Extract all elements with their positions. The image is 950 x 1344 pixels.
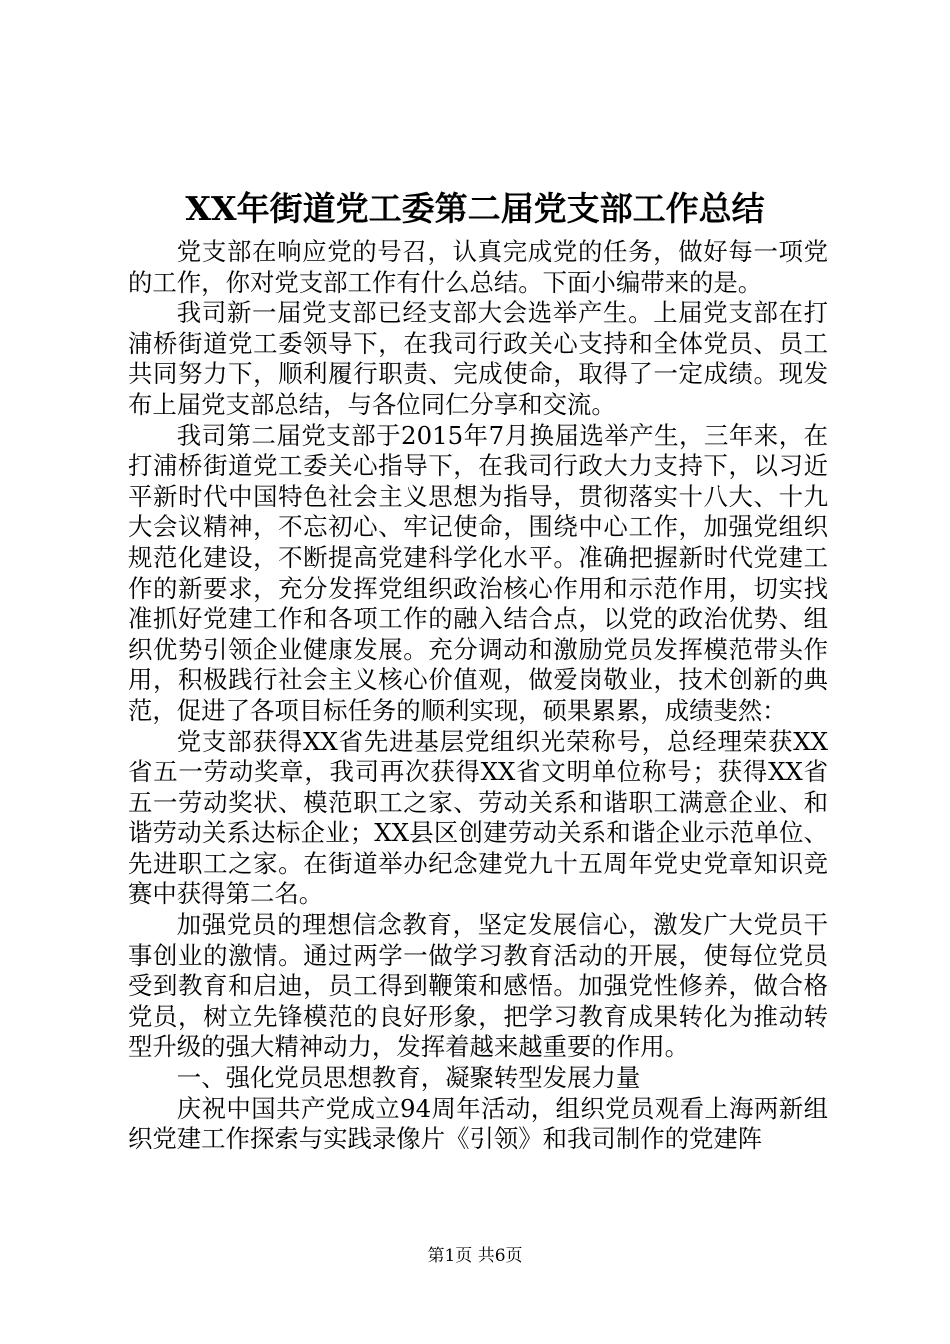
paragraph: 我司第二届党支部于2015年7月换届选举产生，三年来，在打浦桥街道党工委关心指导下，在我司行政大力支持下，以习近平新时代中国特色社会主义思想为指导，贯彻落实十八大、十九大会议精神，不忘初心、牢记使命，围绕中心工作，加强党组织规范化建设，不断提高党建科学化水平。准确把握新时代党建工作的新要求，充分发挥党组织政治核心作用和示范作用，切实找准抓好党建工作和各项工作的融入结合点，以党的政治优势、组织优势引领企业健康发展。充分调动和激励党员发挥模范带头作用，积极践行社会主义核心价值观，做爱岗敬业，技术创新的典范，促进了各项目标任务的顺利实现，硕果累累，成绩斐然： [128,420,828,725]
document-body [128,237,828,1155]
page-number-footer: 第1页 共6页 [427,1246,523,1266]
paragraph: 党支部在响应党的号召，认真完成党的任务，做好每一项党的工作，你对党支部工作有什么总结。下面小编带来的是。 [128,237,828,297]
paragraph: 加强党员的理想信念教育，坚定发展信心，激发广大党员干事创业的激情。通过两学一做学习教育活动的开展，使每位党员受到教育和启迪，员工得到鞭策和感悟。加强党性修养，做合格党员，树立先锋模范的良好形象，把学习教育成果转化为推动转型升级的强大精神动力，发挥着越来越重要的作用。 [128,910,828,1062]
paragraph: 庆祝中国共产党成立94周年活动，组织党员观看上海两新组织党建工作探索与实践录像片《引领》和我司制作的党建阵 [128,1093,828,1154]
paragraph: 党支部获得XX省先进基层党组织光荣称号，总经理荣获XX省五一劳动奖章，我司再次获得XX省文明单位称号；获得XX省五一劳动奖状、模范职工之家、劳动关系和谐职工满意企业、和谐劳动关系达标企业；XX县区创建劳动关系和谐企业示范单位、先进职工之家。在街道举办纪念建党九十五周年党史党章知识竞赛中获得第二名。 [128,726,828,909]
document-title: XX年街道党工委第二届党支部工作总结 [185,189,765,228]
section-heading: 一、强化党员思想教育，凝聚转型发展力量 [176,1063,641,1093]
paragraph: 我司新一届党支部已经支部大会选举产生。上届党支部在打浦桥街道党工委领导下，在我司行政关心支持和全体党员、员工共同努力下，顺利履行职责、完成使命，取得了一定成绩。现发布上届党支部总结，与各位同仁分享和交流。 [128,298,828,419]
